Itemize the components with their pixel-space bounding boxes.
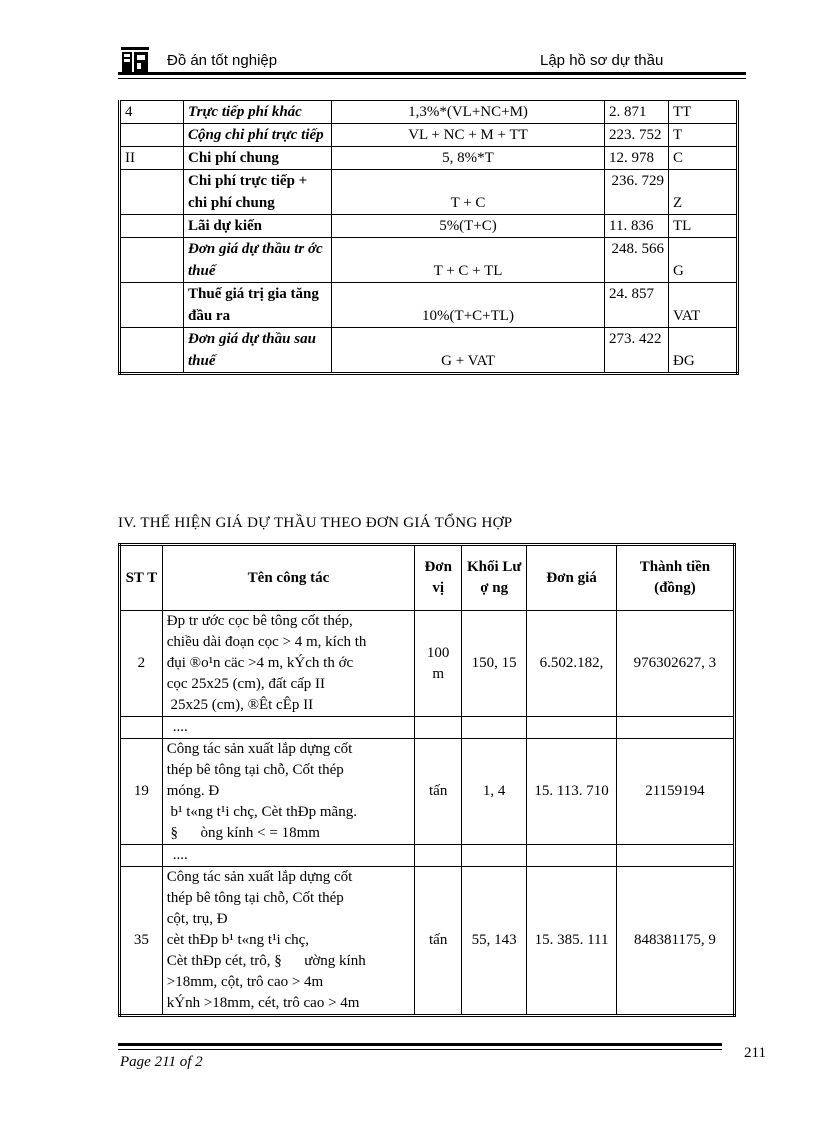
stt-cell: 4 <box>120 101 184 124</box>
value-cell: 223. 752 <box>605 124 669 147</box>
work-name-line: 25x25 (cm), ®Êt cÊp II <box>166 697 314 713</box>
work-name-line: thép bê tông tại chỗ, Cốt thép <box>166 762 344 778</box>
table-row-ellipsis <box>120 845 735 867</box>
work-name-cell <box>162 867 415 1016</box>
col-header-name: Tên công tác <box>162 545 415 611</box>
table-row <box>120 215 738 238</box>
empty-cell <box>527 717 617 739</box>
summary-cost-table <box>118 100 739 375</box>
company-logo-icon <box>120 44 150 74</box>
unit-cell: tấn <box>415 867 462 1016</box>
symbol-cell: TT <box>669 101 738 124</box>
col-header-unit: Đơn vị <box>415 545 462 611</box>
stt-cell <box>120 238 184 283</box>
qty-cell: 150, 15 <box>462 611 527 717</box>
item-name-cell: Thuế giá trị gia tăng đầu ra <box>184 283 332 328</box>
formula-cell: VL + NC + M + TT <box>332 124 605 147</box>
page-label: Page 211 of 2 <box>120 1054 203 1070</box>
value-cell: 24. 857 <box>605 283 669 328</box>
bid-price-table <box>118 543 736 1017</box>
empty-cell <box>462 717 527 739</box>
work-name-line: cọc 25x25 (cm), đất cấp II <box>166 676 326 692</box>
table-row <box>120 739 735 845</box>
work-name-cell <box>162 739 415 845</box>
symbol-cell: G <box>669 238 738 283</box>
work-name-line: kÝnh >18mm, cét, trô cao > 4m <box>166 995 360 1011</box>
item-name-cell: Chi phí chung <box>184 147 332 170</box>
item-name-cell: Lãi dự kiến <box>184 215 332 238</box>
symbol-cell: VAT <box>669 283 738 328</box>
formula-cell: 5%(T+C) <box>332 215 605 238</box>
table-row <box>120 147 738 170</box>
work-name-line: cột, trụ, Đ <box>166 911 228 927</box>
table-row <box>120 283 738 328</box>
table-row <box>120 124 738 147</box>
unit-cell: tấn <box>415 739 462 845</box>
formula-cell: T + C + TL <box>332 238 605 283</box>
item-name-cell: Đơn giá dự thầu tr ớc thuế <box>184 238 332 283</box>
work-name-line: chiều dài đoạn cọc > 4 m, kích th <box>166 634 367 650</box>
stt-cell <box>120 124 184 147</box>
qty-cell: 55, 143 <box>462 867 527 1016</box>
item-name-cell: Trực tiếp phí khác <box>184 101 332 124</box>
table-row <box>120 867 735 1016</box>
table-row-ellipsis <box>120 717 735 739</box>
section-title: IV. THỂ HIỆN GIÁ DỰ THẦU THEO ĐƠN GIÁ TỔNG HỢP <box>118 515 513 531</box>
work-name-line: móng. Đ <box>166 783 220 799</box>
stt-cell <box>120 283 184 328</box>
work-name-line: cèt thÐp b¹ t«ng t¹i chç, <box>166 932 310 948</box>
value-cell: 236. 729 <box>605 170 669 215</box>
price-cell: 15. 385. 111 <box>527 867 617 1016</box>
total-cell: 976302627, 3 <box>616 611 734 717</box>
table-row <box>120 170 738 215</box>
symbol-cell: C <box>669 147 738 170</box>
work-name-line: thép bê tông tại chỗ, Cốt thép <box>166 890 344 906</box>
empty-cell <box>616 845 734 867</box>
value-cell: 12. 978 <box>605 147 669 170</box>
work-name-line: § òng kính < = 18mm <box>166 825 320 841</box>
table-row <box>120 611 735 717</box>
empty-cell <box>415 845 462 867</box>
stt-cell: 19 <box>120 739 163 845</box>
empty-cell <box>120 717 163 739</box>
document-subtitle: Lập hồ sơ dự thầu <box>540 52 664 69</box>
col-header-price: Đơn giá <box>527 545 617 611</box>
document-title: Đồ án tốt nghiệp <box>167 52 278 69</box>
ellipsis-cell: .... <box>162 717 415 739</box>
symbol-cell: Z <box>669 170 738 215</box>
header-rule <box>118 72 746 75</box>
formula-cell: 10%(T+C+TL) <box>332 283 605 328</box>
formula-cell: 1,3%*(VL+NC+M) <box>332 101 605 124</box>
work-name-line: Đp tr ước cọc bê tông cốt thép, <box>166 613 353 629</box>
symbol-cell: TL <box>669 215 738 238</box>
table-row <box>120 101 738 124</box>
col-header-stt: ST T <box>120 545 163 611</box>
stt-cell <box>120 170 184 215</box>
stt-cell <box>120 215 184 238</box>
value-cell: 11. 836 <box>605 215 669 238</box>
qty-cell: 1, 4 <box>462 739 527 845</box>
empty-cell <box>415 717 462 739</box>
value-cell: 2. 871 <box>605 101 669 124</box>
total-cell: 848381175, 9 <box>616 867 734 1016</box>
work-name-cell <box>162 611 415 717</box>
empty-cell <box>616 717 734 739</box>
value-cell: 273. 422 <box>605 328 669 374</box>
work-name-line: >18mm, cột, trô cao > 4m <box>166 974 324 990</box>
price-cell: 6.502.182, <box>527 611 617 717</box>
empty-cell <box>120 845 163 867</box>
col-header-total: Thành tiền (đồng) <box>616 545 734 611</box>
stt-cell <box>120 328 184 374</box>
col-header-qty: Khối Lư ợ ng <box>462 545 527 611</box>
work-name-line: Công tác sản xuất lắp dựng cốt <box>166 869 353 885</box>
work-name-line: b¹ t«ng t¹i chç, Cèt thÐp mãng. <box>166 804 357 820</box>
stt-cell: 2 <box>120 611 163 717</box>
page-number: 211 <box>744 1045 766 1061</box>
unit-cell: 100 m <box>415 611 462 717</box>
work-name-line: đụi ®o¹n cäc >4 m, kÝch th ớc <box>166 655 354 671</box>
footer-rule <box>118 1043 722 1046</box>
header-rule-thin <box>118 78 746 79</box>
table-header-row <box>120 545 735 611</box>
table-row <box>120 328 738 374</box>
ellipsis-cell: .... <box>162 845 415 867</box>
item-name-cell: Cộng chi phí trực tiếp <box>184 124 332 147</box>
value-cell: 248. 566 <box>605 238 669 283</box>
formula-cell: 5, 8%*T <box>332 147 605 170</box>
empty-cell <box>462 845 527 867</box>
price-cell: 15. 113. 710 <box>527 739 617 845</box>
stt-cell: II <box>120 147 184 170</box>
work-name-line: Cèt thÐp cét, trô, § ường kính <box>166 953 366 969</box>
total-cell: 21159194 <box>616 739 734 845</box>
footer-rule-thin <box>118 1049 722 1050</box>
item-name-cell: Chi phí trực tiếp + chi phí chung <box>184 170 332 215</box>
formula-cell: T + C <box>332 170 605 215</box>
work-name-line: Công tác sản xuất lắp dựng cốt <box>166 741 353 757</box>
item-name-cell: Đơn giá dự thầu sau thuế <box>184 328 332 374</box>
table-row <box>120 238 738 283</box>
symbol-cell: ĐG <box>669 328 738 374</box>
stt-cell: 35 <box>120 867 163 1016</box>
empty-cell <box>527 845 617 867</box>
formula-cell: G + VAT <box>332 328 605 374</box>
symbol-cell: T <box>669 124 738 147</box>
